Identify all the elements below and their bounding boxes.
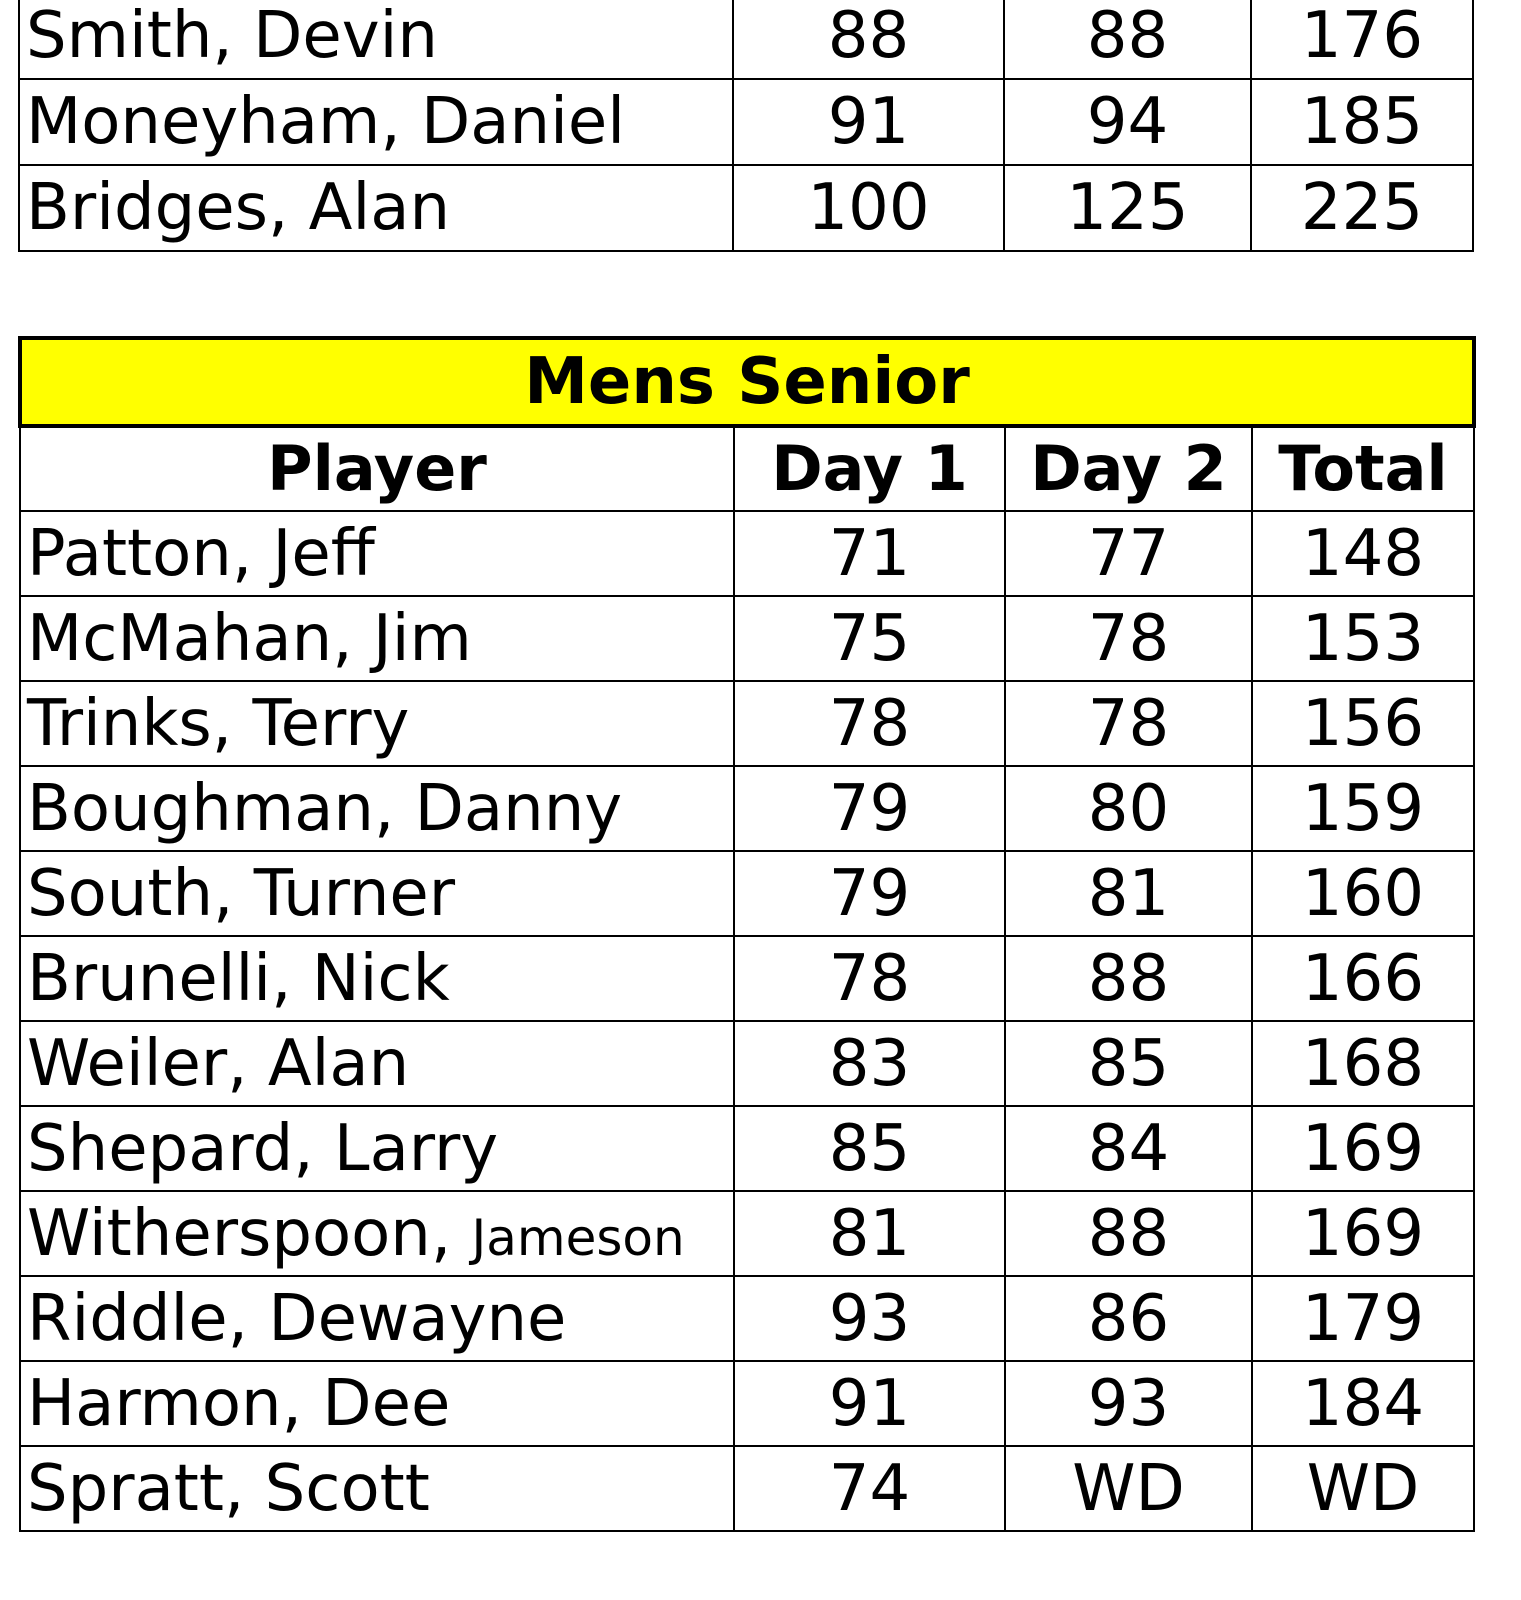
player-name-text: South, Turner [27,856,456,931]
day1-score: 71 [734,511,1005,596]
player-name [20,1446,734,1531]
player-name-text: Trinks, Terry [27,686,410,761]
day2-score: 88 [1005,1191,1252,1276]
day1-score: 79 [734,851,1005,936]
day1-score: 91 [734,1361,1005,1446]
total-score: WD [1252,1446,1474,1531]
table-row [20,1106,1474,1191]
previous-division-table [18,0,1474,252]
division-title-row [20,338,1474,426]
day2-score: 94 [1004,79,1251,165]
day1-score: 91 [733,79,1004,165]
player-name [20,1276,734,1361]
player-name [20,681,734,766]
total-score: 179 [1252,1276,1474,1361]
player-name [20,596,734,681]
table-row [20,936,1474,1021]
day2-score: WD [1005,1446,1252,1531]
table-row [20,1361,1474,1446]
total-score: 160 [1252,851,1474,936]
day1-score: 93 [734,1276,1005,1361]
total-score: 153 [1252,596,1474,681]
player-name: Moneyham, Daniel [19,79,733,165]
player-name [20,851,734,936]
day1-score: 85 [734,1106,1005,1191]
header-day1: Day 1 [734,426,1005,511]
player-name-text: Brunelli, Nick [27,941,450,1016]
player-name [20,1021,734,1106]
table-row [20,1191,1474,1276]
total-score: 184 [1252,1361,1474,1446]
header-row [20,426,1474,511]
player-name [20,1191,734,1276]
player-name-text: Boughman, Danny [27,771,623,846]
total-score: 176 [1251,0,1473,79]
table-row [20,596,1474,681]
day2-score: 84 [1005,1106,1252,1191]
table-row [19,165,1473,251]
player-name [20,766,734,851]
header-player: Player [20,426,734,511]
total-score: 168 [1252,1021,1474,1106]
day2-score: 80 [1005,766,1252,851]
table-row [20,1021,1474,1106]
day1-score: 78 [734,936,1005,1021]
total-score: 166 [1252,936,1474,1021]
day2-score: 85 [1005,1021,1252,1106]
division-title: Mens Senior [20,338,1474,426]
player-name [20,936,734,1021]
total-score: 156 [1252,681,1474,766]
player-name-text: Riddle, Dewayne [27,1281,567,1356]
day2-score: 86 [1005,1276,1252,1361]
table-row [20,681,1474,766]
player-name-text: McMahan, Jim [27,601,472,676]
table-row [20,511,1474,596]
header-day2: Day 2 [1005,426,1252,511]
player-name-text: Weiler, Alan [27,1026,410,1101]
player-name: Bridges, Alan [19,165,733,251]
table-row [20,1446,1474,1531]
day2-score: 81 [1005,851,1252,936]
player-name-text: Shepard, Larry [27,1111,499,1186]
day2-score: 78 [1005,681,1252,766]
total-score: 185 [1251,79,1473,165]
table-row [20,851,1474,936]
player-first-name-small: Jameson [471,1208,685,1267]
total-score: 159 [1252,766,1474,851]
player-name [20,1106,734,1191]
player-name-text: Spratt, Scott [27,1451,430,1526]
day1-score: 74 [734,1446,1005,1531]
day1-score: 81 [734,1191,1005,1276]
player-name [20,1361,734,1446]
day1-score: 79 [734,766,1005,851]
player-name-text: Patton, Jeff [27,516,375,591]
total-score: 169 [1252,1106,1474,1191]
table-row [19,79,1473,165]
header-total: Total [1252,426,1474,511]
player-name-text: Harmon, Dee [27,1366,451,1441]
day2-score: 93 [1005,1361,1252,1446]
day1-score: 88 [733,0,1004,79]
day2-score: 77 [1005,511,1252,596]
total-score: 169 [1252,1191,1474,1276]
day1-score: 83 [734,1021,1005,1106]
mens-senior-table [18,336,1476,1532]
day2-score: 88 [1005,936,1252,1021]
day1-score: 100 [733,165,1004,251]
day2-score: 125 [1004,165,1251,251]
day2-score: 88 [1004,0,1251,79]
day1-score: 78 [734,681,1005,766]
total-score: 225 [1251,165,1473,251]
table-row [20,766,1474,851]
day2-score: 78 [1005,596,1252,681]
total-score: 148 [1252,511,1474,596]
table-row [20,1276,1474,1361]
table-row [19,0,1473,79]
player-name-text: Witherspoon, [27,1196,472,1271]
player-name [20,511,734,596]
day1-score: 75 [734,596,1005,681]
player-name: Smith, Devin [19,0,733,79]
